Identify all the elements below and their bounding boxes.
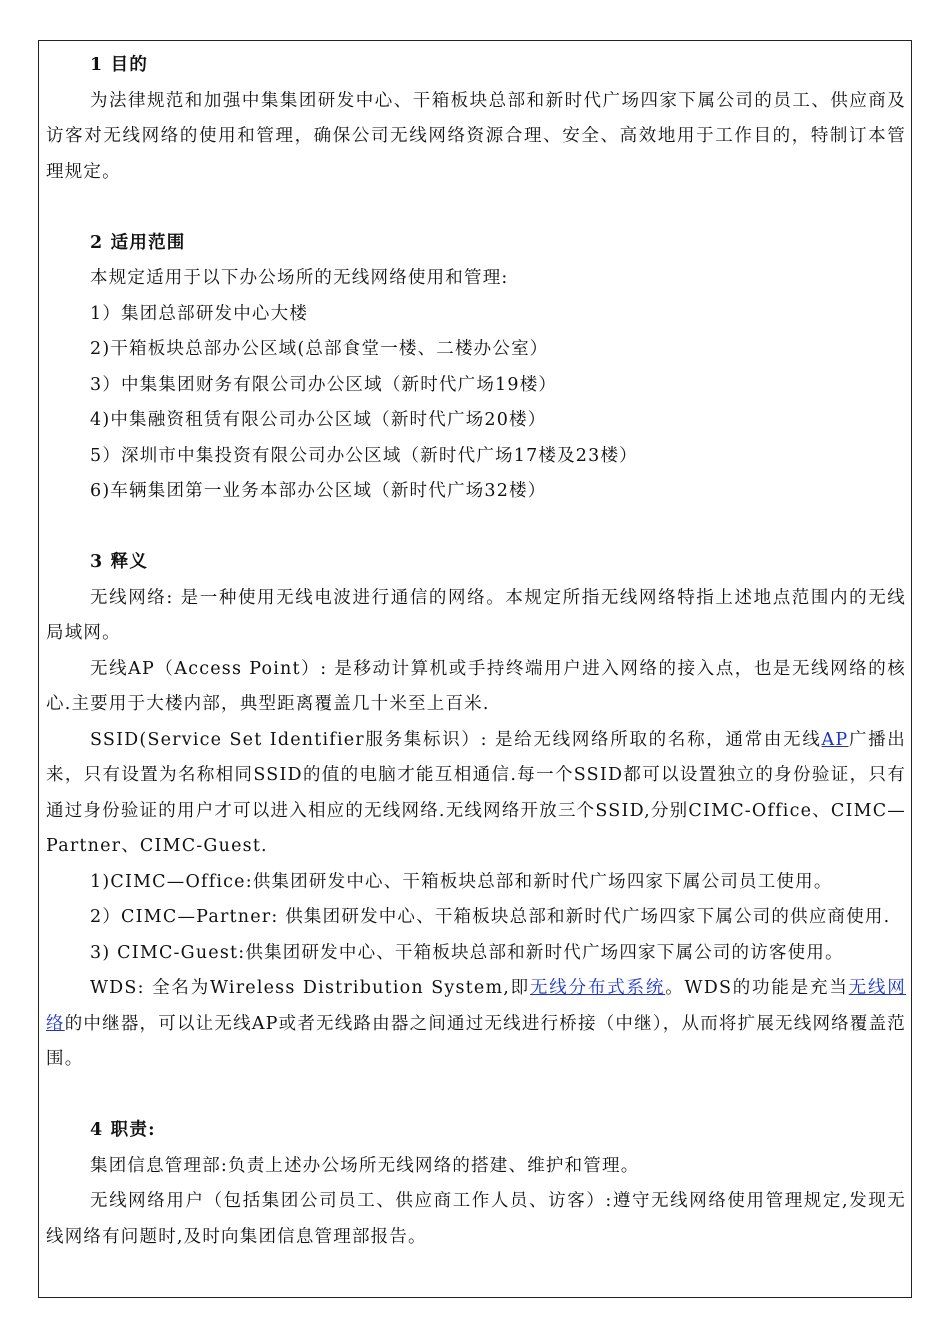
scope-item: 1）集团总部研发中心大楼: [90, 303, 309, 324]
section-2-intro: 本规定适用于以下办公场所的无线网络使用和管理:: [90, 268, 509, 288]
section-4-heading: 4 职责:: [90, 1120, 156, 1140]
wds-text-b: 。WDS的功能是充当: [665, 978, 849, 998]
definition-ssid: [46, 723, 906, 865]
scope-item: 5）深圳市中集投资有限公司办公区域（新时代广场17楼及23楼）: [90, 445, 638, 466]
section-1-heading: 1 目的: [90, 55, 149, 75]
ssid-text-after: 广播出来，只有设置为名称相同SSID的值的电脑才能互相通信.每一个SSID都可以设置独立的身份验证，只有通过身份验证的用户才可以进入相应的无线网络.无线网络开放三个SSID,分别CIMC-Office、CIMC—Partner、CIMC-Guest.: [46, 729, 906, 856]
ap-link[interactable]: AP: [821, 729, 849, 750]
definition-wireless-network: 无线网络: 是一种使用无线电波进行通信的网络。本规定所指无线网络特指上述地点范围内的无线局域网。: [46, 587, 906, 643]
scope-item: 3）中集集团财务有限公司办公区域（新时代广场19楼）: [90, 374, 558, 395]
document-body: [46, 48, 906, 1255]
section-2-heading: 2 适用范围: [90, 232, 186, 253]
section-1-paragraph: 为法律规范和加强中集集团研发中心、干箱板块总部和新时代广场四家下属公司的员工、供应商及访客对无线网络的使用和管理，确保公司无线网络资源合理、安全、高效地用于工作目的，特制订本管理规定。: [46, 90, 906, 182]
scope-item: 6)车辆集团第一业务本部办公区域（新时代广场32楼）: [90, 481, 547, 501]
ssid-text-before: SSID(Service Set Identifier服务集标识）: 是给无线网络所取的名称，通常由无线: [90, 729, 822, 750]
section-3-heading: 3 释义: [90, 552, 149, 572]
wds-text-a: WDS: 全名为Wireless Distribution System,即: [90, 978, 530, 998]
wds-link[interactable]: 无线分布式系统: [529, 978, 666, 998]
ssid-office: 1)CIMC—Office:供集团研发中心、干箱板块总部和新时代广场四家下属公司员工使用。: [90, 871, 833, 892]
wds-text-c: 的中继器，可以让无线AP或者无线路由器之间通过无线进行桥接（中继），从而将扩展无线网络覆盖范围。: [46, 1013, 907, 1069]
definition-wireless-ap: 无线AP（Access Point）: 是移动计算机或手持终端用户进入网络的接入点，也是无线网络的核心.主要用于大楼内部，典型距离覆盖几十米至上百米.: [46, 658, 906, 714]
responsibility-it-dept: 集团信息管理部:负责上述办公场所无线网络的搭建、维护和管理。: [90, 1155, 640, 1176]
ssid-partner: 2）CIMC—Partner: 供集团研发中心、干箱板块总部和新时代广场四家下属公司的供应商使用.: [90, 907, 891, 927]
definition-wds: [46, 971, 906, 1078]
responsibility-users: 无线网络用户（包括集团公司员工、供应商工作人员、访客）:遵守无线网络使用管理规定,发现无线网络有问题时,及时向集团信息管理部报告。: [46, 1191, 906, 1247]
scope-item: 2)干箱板块总部办公区域(总部食堂一楼、二楼办公室）: [90, 339, 549, 359]
scope-item: 4)中集融资租赁有限公司办公区域（新时代广场20楼）: [90, 410, 547, 430]
wireless-network-link[interactable]: 无线网络: [46, 978, 906, 1034]
ssid-guest: 3) CIMC-Guest:供集团研发中心、干箱板块总部和新时代广场四家下属公司的访客使用。: [90, 942, 844, 963]
